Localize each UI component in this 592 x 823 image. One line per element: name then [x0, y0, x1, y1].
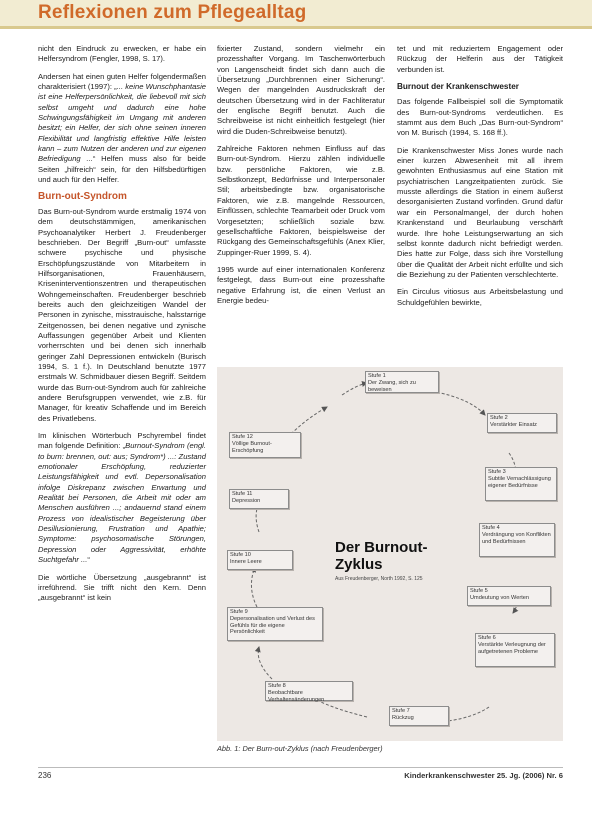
paragraph: Die Krankenschwester Miss Jones wurde nach einer kurzen Abwesenheit mit all ihrem gewohnten Enthusiasmus auf eine Station mit psychiatrischen Langzeitpatienten zurück. Sie musste allerdings die Station in einem äußerst desorganisierten Zustand vorfinden. Grund dafür war ein Personalmangel, der durch hohen Krankenstand und Beurlaubung verschärft wurde. Ihre hohe Leistungserwartung an sich selbst konnte dadurch nicht befriedigt werden. Dies hatte zur Folge, dass sich ihre Vorstellung über die Qualität der Arbeit nicht erfüllte und sich die Beziehung zu der Patienten verschlechterte. [397, 145, 563, 279]
stage-number: Stufe 8 [268, 683, 286, 689]
section-heading-burnout: Burn-out-Syndrom [38, 191, 127, 203]
stage-box-5 [467, 586, 551, 606]
stage-number: Stufe 4 [482, 525, 500, 531]
stage-label: Depression [232, 497, 261, 504]
stage-label: Verstärkte Verleugnung der aufgetretenen Probleme [478, 641, 546, 655]
figure-title-line-1: Der Burnout- [335, 539, 428, 556]
figure-caption: Abb. 1: Der Burn-out-Zyklus (nach Freudenberger) [217, 744, 383, 753]
stage-box-1 [365, 371, 439, 393]
stage-label: Beobachtbare Verhaltensänderungen [268, 689, 325, 703]
stage-label: Rückzug [392, 714, 414, 721]
stage-number: Stufe 12 [232, 434, 253, 440]
stage-label: Depersonalisation und Verlust des Gefühls für die eigene Persönlichkeit [230, 615, 315, 636]
figure-title-line-2: Zyklus [335, 556, 383, 573]
stage-label: Völlige Burnout-Erschöpfung [232, 440, 272, 454]
quote-text: Burnout-Syndrom (engl. to burn: brennen, out: aus; Syndrom*) ...: Zustand emotionaler Erschöpfung, reduzierter Leistungsfähigkeit und evtl. Depersonalisation infolge Diskrepanz zwischen Erwartung und Realität bei Personen, die Arbeit mit oder am Menschen ausführen ...; andauernd stand einem Prozess von idealistischer Begeisterung über Desillusionierung, Frustration und Apathie; Symptome: psychosomatische Störungen, Depression oder Aggressivität, erhöhte Suchtgefahr ... [38, 441, 206, 565]
page-number: 236 [38, 771, 52, 780]
stage-number: Stufe 7 [392, 708, 410, 714]
header-rule [0, 26, 592, 29]
stage-box-12 [229, 432, 301, 458]
text-column-2 [217, 44, 385, 313]
stage-number: Stufe 6 [478, 635, 496, 641]
quote-end: “ [87, 555, 90, 565]
stage-label: Innere Leere [230, 558, 262, 565]
subheading-krankenschwester: Burnout der Krankenschwester [397, 82, 519, 92]
stage-label: Der Zwang, sich zu beweisen [368, 379, 416, 393]
quote-end: “ Helfen muss also für beide Seiten „hilfreich“ sein, für den Hilfsbedürftigen und auch für den Helfer. [38, 154, 206, 185]
stage-box-7 [389, 706, 449, 726]
paragraph: Das Burn-out-Syndrom wurde erstmalig 1974 von dem deutschstämmigen, amerikanischen Psychoanalytiker Herbert J. Freudenberger beschrieben. Der Begriff „Burn-out“ umfasste schwere psychische und physische Erschöpfungszustände von Mitarbeitern in Hilfsorganisationen, Frauenhäusern, Kriseninterventionszentren und therapeutischen Wohngemeinschaften. Freudenberger beschrieb bereits auch den gleichzeitigen Wandel der Personen in zynische, misstrauische, halsstarrige Zeitgenossen, bei denen negative und zynische Auffassungen gegenüber Arbeit und Klienten vorherrschten und bei denen sich innerhalb geringer Zahl Depressionen entwickeln (Burisch 1994, S. 1 f.). In Deutschland benutzte 1977 erstmals W. Schmidbauer diesen Begriff. Seitdem wurde das Burn-out-Syndrom auch für zahlreiche andere Berufsgruppen verwendet, wie z.B. für Manager, für kreativ Schaffende und im Bereich des Privatlebens. [38, 206, 206, 423]
stage-label: Verstärkter Einsatz [490, 421, 537, 428]
quote-text: ... keine Wunschphantasie ist eine Helferpersönlichkeit, die liebevoll mit sich selbst umgeht und dadurch eine hohe Schwingungsfähigkeit im Umgang mit anderen besitzt; ein Helfer, der sich ohne seinen inneren Flexibilität und langfristig effektive Hilfe leisten kann – zum Nutzen der anderen und zur eigenen Befriedigung ... [38, 82, 206, 164]
stage-number: Stufe 5 [470, 588, 488, 594]
stage-label: Umdeutung von Werten [470, 594, 529, 601]
stage-number: Stufe 10 [230, 552, 251, 558]
stage-label: Verdrängung von Konflikten und Bedürfnissen [482, 531, 551, 545]
journal-citation: Kinderkrankenschwester 25. Jg. (2006) Nr. 6 [404, 771, 563, 780]
paragraph: Zahlreiche Faktoren nehmen Einfluss auf das Burn-out-Syndrom. Hierzu zählen individuelle bzw. persönliche Faktoren, wie z.B. Selbstkonzept, Bedürfnisse und Interpersonaler Stil; arbeitsbedingte bzw. organisatorische Faktoren, wie z.B. mangelnde Ressourcen, Einflüssen, schlechte Teamarbeit oder Druck vom Vorgesetzten; schließlich soziale bzw. gesellschaftliche Faktoren, beispielsweise der Rückgang des Gemeinschaftsgefühls (Anex Klier, Zuppinger-Ruer 1999, S. 4). [217, 144, 385, 257]
figure-source: Aus Freudenberger, North 1992, S. 125 [335, 576, 423, 582]
paragraph: tet und mit reduziertem Engagement oder Rückzug der Helferin aus der Tätigkeit verbunden ist. [397, 44, 563, 74]
stage-number: Stufe 11 [232, 491, 253, 497]
stage-box-9 [227, 607, 323, 641]
quote-intro: Andersen hat einen guten Helfer folgendermaßen charakterisiert (1997): „ [38, 71, 206, 92]
paragraph-definition [38, 431, 206, 565]
stage-box-10 [227, 550, 293, 570]
stage-number: Stufe 1 [368, 373, 386, 379]
text-column-3 [397, 44, 563, 315]
paragraph: nicht den Eindruck zu erwecken, er habe ein Helfersyndrom (Fengler, 1998, S. 17). [38, 44, 206, 64]
stage-box-8 [265, 681, 353, 701]
stage-box-11 [229, 489, 289, 509]
paragraph: Ein Circulus vitiosus aus Arbeitsbelastung und Schuldgefühlen bewirkte, [397, 287, 563, 307]
paragraph-andersen [38, 72, 206, 186]
paragraph: Die wörtliche Übersetzung „ausgebrannt“ ist irreführend. Sie trifft nicht den Kern. Denn „ausgebrannt“ ist kein [38, 572, 206, 603]
running-header [0, 0, 592, 26]
paragraph: 1995 wurde auf einer internationalen Konferenz festgelegt, dass Burn-out eine prozesshafte negative Erfahrung ist, die einen Verlust an Energie bedeu- [217, 264, 385, 305]
quote-intro: Im klinischen Wörterbuch Pschyrembel findet man folgende Definition: „ [38, 431, 206, 451]
stage-number: Stufe 3 [488, 469, 506, 475]
stage-number: Stufe 2 [490, 415, 508, 421]
paragraph: fixierter Zustand, sondern vielmehr ein prozesshafter Vorgang. Im Taschenwörterbuch von Langenscheidt findet sich dann auch die Übersetzung „Durchbrennen einer Sicherung“. Wegen der mangelnden Ausdruckskraft der deutschen Übersetzung wird in der Fachliteratur der englische Begriff benutzt. Auch die Schreibweise ist nicht einheitlich festgelegt (hier wird die Duden-Schreibweise benutzt). [217, 44, 385, 136]
section-title: Reflexionen zum Pflegealltag [38, 2, 307, 23]
footer-rule [38, 767, 563, 768]
stage-number: Stufe 9 [230, 609, 248, 615]
burnout-cycle-figure [217, 367, 563, 741]
stage-box-3 [485, 467, 557, 501]
stage-label: Subtile Vernachlässigung eigener Bedürfnisse [488, 475, 551, 489]
figure-title [335, 539, 455, 573]
stage-box-2 [487, 413, 557, 433]
text-column-1 [38, 44, 206, 611]
stage-box-6 [475, 633, 555, 667]
paragraph: Das folgende Fallbeispiel soll die Symptomatik des Burn-out-Syndroms verdeutlichen. Es stammt aus dem Buch „Das Burn-out-Syndrom“ von M. Burisch (1994, S. 168 ff.). [397, 97, 563, 138]
stage-box-4 [479, 523, 555, 557]
